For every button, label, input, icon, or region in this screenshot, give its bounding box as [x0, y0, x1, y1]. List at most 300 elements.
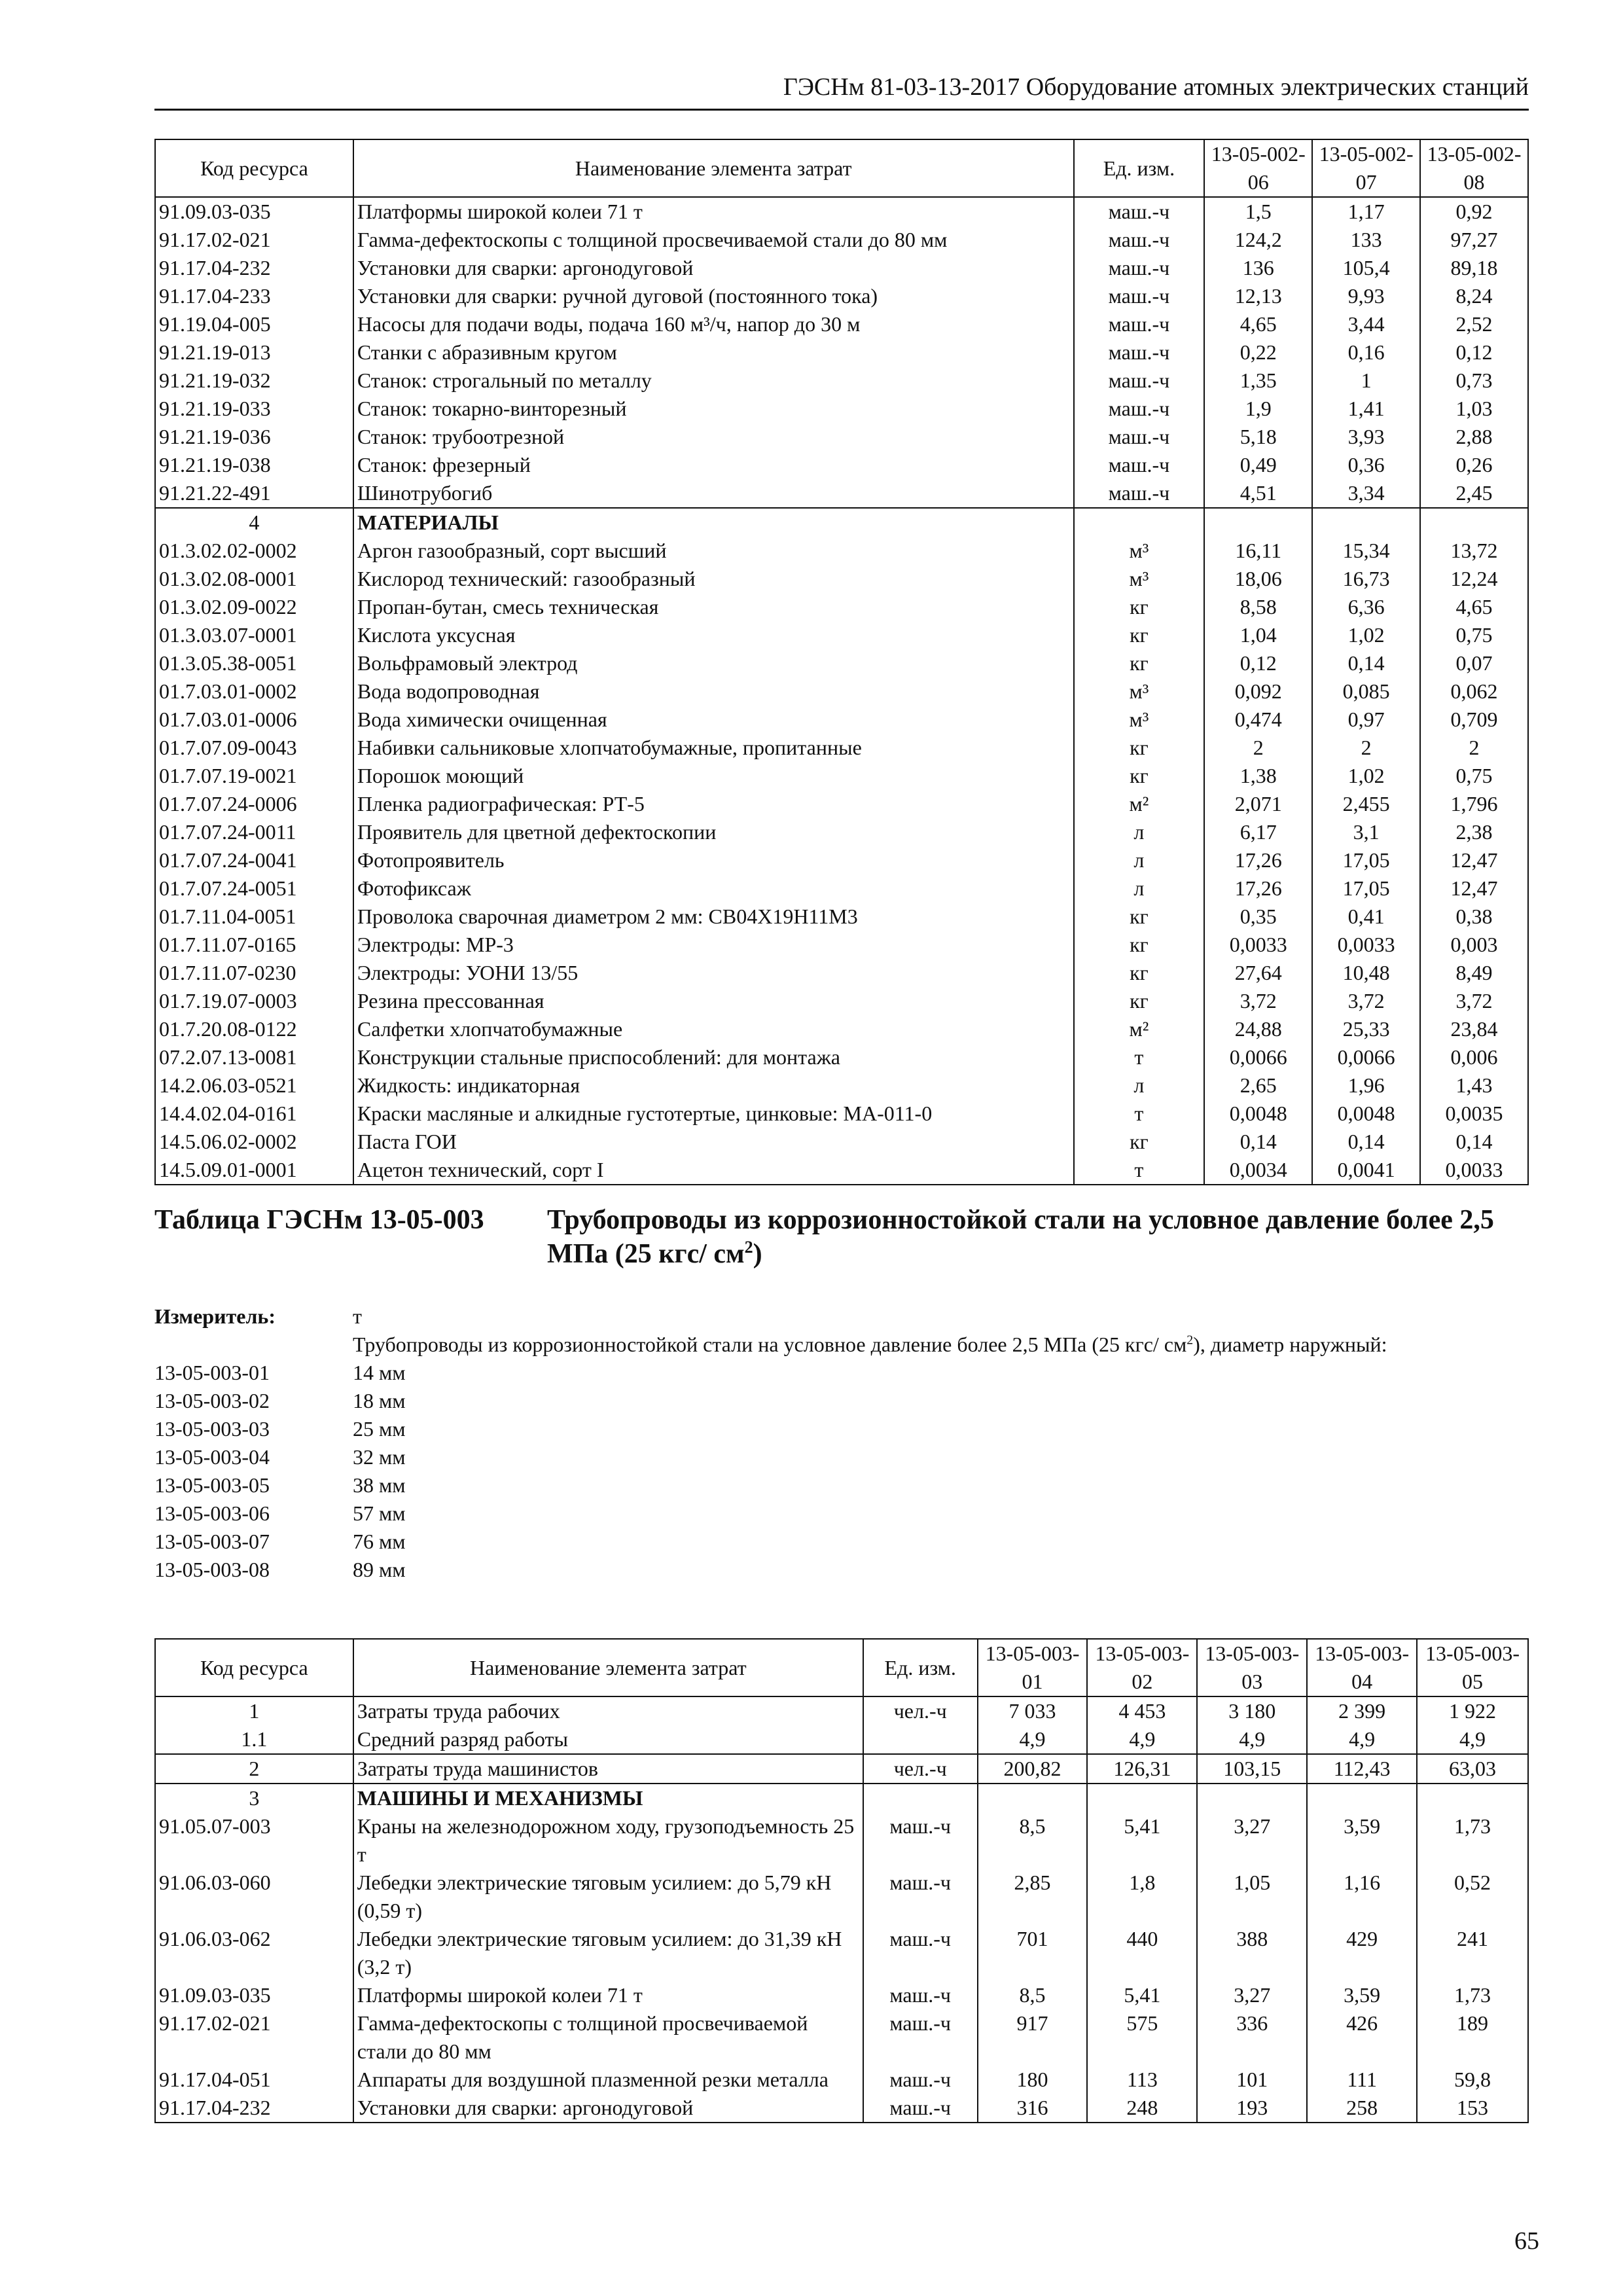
cost-element-name: МАШИНЫ И МЕХАНИЗМЫ — [353, 1784, 863, 1812]
resource-code: 91.17.02-021 — [155, 226, 353, 254]
cost-element-name: Станок: токарно-винторезный — [353, 395, 1074, 423]
table-row — [155, 649, 1528, 677]
resource-code: 91.21.19-036 — [155, 423, 353, 451]
table-row — [155, 226, 1528, 254]
cost-element-name: Лебедки электрические тяговым усилием: до 31,39 кН (3,2 т) — [353, 1925, 863, 1981]
col-header-unit: Ед. изм. — [1074, 139, 1205, 197]
norm-value: 1,5 — [1204, 197, 1312, 226]
norm-value: 4,9 — [1307, 1725, 1417, 1754]
table-row — [155, 1156, 1528, 1185]
resource-code: 91.21.22-491 — [155, 479, 353, 508]
meter-items — [154, 1359, 1529, 1584]
norm-value: 63,03 — [1417, 1754, 1528, 1784]
resource-code: 01.3.02.02-0002 — [155, 537, 353, 565]
cost-element-name: Фотопроявитель — [353, 846, 1074, 874]
resource-code: 91.06.03-060 — [155, 1869, 353, 1925]
norm-value: 25,33 — [1312, 1015, 1420, 1043]
norm-value — [1087, 1784, 1197, 1812]
page-number: 65 — [1514, 2227, 1539, 2255]
norm-value: 0,35 — [1204, 903, 1312, 931]
unit: маш.-ч — [1074, 395, 1205, 423]
resource-code: 91.17.04-232 — [155, 2094, 353, 2123]
norm-value: 111 — [1307, 2066, 1417, 2094]
col-header-norm: 13-05-003-03 — [1197, 1639, 1307, 1696]
norm-value — [1204, 508, 1312, 537]
norm-value: 1,43 — [1420, 1071, 1528, 1100]
norm-value: 103,15 — [1197, 1754, 1307, 1784]
norm-value: 1,35 — [1204, 367, 1312, 395]
table-header-row — [155, 139, 1528, 197]
meter-item — [154, 1415, 1529, 1443]
unit: м³ — [1074, 706, 1205, 734]
norm-value: 3,27 — [1197, 1981, 1307, 2009]
norm-value — [1417, 1784, 1528, 1812]
resource-code: 3 — [155, 1784, 353, 1812]
norm-value: 124,2 — [1204, 226, 1312, 254]
resource-code: 01.3.03.07-0001 — [155, 621, 353, 649]
unit — [863, 1725, 978, 1754]
resource-table-13-05-003 — [154, 1638, 1529, 2123]
norm-value: 701 — [978, 1925, 1088, 1981]
cost-element-name: Краски масляные и алкидные густотертые, цинковые: МА-011-0 — [353, 1100, 1074, 1128]
table-row — [155, 451, 1528, 479]
resource-code: 01.7.11.07-0165 — [155, 931, 353, 959]
norm-value: 17,05 — [1312, 874, 1420, 903]
norm-value: 429 — [1307, 1925, 1417, 1981]
norm-value: 4,9 — [978, 1725, 1088, 1754]
norm-value: 0,0048 — [1312, 1100, 1420, 1128]
norm-value: 97,27 — [1420, 226, 1528, 254]
unit: маш.-ч — [1074, 451, 1205, 479]
table-row — [155, 762, 1528, 790]
cost-element-name: Вода водопроводная — [353, 677, 1074, 706]
cost-element-name: Ацетон технический, сорт I — [353, 1156, 1074, 1185]
cost-element-name: Паста ГОИ — [353, 1128, 1074, 1156]
norm-value: 4,9 — [1197, 1725, 1307, 1754]
cost-element-name: Станок: строгальный по металлу — [353, 367, 1074, 395]
unit: маш.-ч — [863, 2009, 978, 2066]
norm-value: 0,0034 — [1204, 1156, 1312, 1185]
resource-code: 01.3.02.08-0001 — [155, 565, 353, 593]
unit: маш.-ч — [863, 1812, 978, 1869]
resource-code: 4 — [155, 508, 353, 537]
norm-value: 2,88 — [1420, 423, 1528, 451]
meter-item-diameter: 14 мм — [353, 1361, 406, 1384]
norm-value: 5,41 — [1087, 1981, 1197, 2009]
norm-value: 1,02 — [1312, 621, 1420, 649]
norm-value: 1,03 — [1420, 395, 1528, 423]
norm-value: 388 — [1197, 1925, 1307, 1981]
norm-value — [1307, 1784, 1417, 1812]
cost-element-name: Электроды: УОНИ 13/55 — [353, 959, 1074, 987]
cost-element-name: Затраты труда рабочих — [353, 1696, 863, 1725]
norm-value: 0,41 — [1312, 903, 1420, 931]
meter-item-code: 13-05-003-04 — [154, 1445, 270, 1469]
unit: кг — [1074, 593, 1205, 621]
norm-value: 1 922 — [1417, 1696, 1528, 1725]
norm-value: 12,13 — [1204, 282, 1312, 310]
resource-code: 01.7.07.24-0051 — [155, 874, 353, 903]
unit: кг — [1074, 903, 1205, 931]
norm-value: 440 — [1087, 1925, 1197, 1981]
cost-element-name: Станок: фрезерный — [353, 451, 1074, 479]
unit: кг — [1074, 649, 1205, 677]
norm-value: 0,12 — [1204, 649, 1312, 677]
unit: маш.-ч — [1074, 310, 1205, 338]
norm-value: 180 — [978, 2066, 1088, 2094]
resource-code: 91.09.03-035 — [155, 197, 353, 226]
table-row — [155, 959, 1528, 987]
norm-value — [1312, 508, 1420, 537]
unit: кг — [1074, 621, 1205, 649]
unit: маш.-ч — [1074, 226, 1205, 254]
norm-value: 2,455 — [1312, 790, 1420, 818]
norm-value: 3 180 — [1197, 1696, 1307, 1725]
norm-value: 10,48 — [1312, 959, 1420, 987]
norm-value: 105,4 — [1312, 254, 1420, 282]
norm-value — [1197, 1784, 1307, 1812]
meter-item-code: 13-05-003-03 — [154, 1417, 270, 1441]
norm-value: 3,72 — [1312, 987, 1420, 1015]
norm-value: 0,16 — [1312, 338, 1420, 367]
cost-element-name: Шинотрубогиб — [353, 479, 1074, 508]
cost-element-name: Конструкции стальные приспособлений: для монтажа — [353, 1043, 1074, 1071]
cost-element-name: Платформы широкой колеи 71 т — [353, 197, 1074, 226]
unit: кг — [1074, 1128, 1205, 1156]
col-header-code: Код ресурса — [155, 139, 353, 197]
unit — [863, 1784, 978, 1812]
norm-value: 3,44 — [1312, 310, 1420, 338]
norm-value: 2 399 — [1307, 1696, 1417, 1725]
norm-value: 59,8 — [1417, 2066, 1528, 2094]
cost-element-name: Гамма-дефектоскопы с толщиной просвечиваемой стали до 80 мм — [353, 226, 1074, 254]
norm-value: 1,05 — [1197, 1869, 1307, 1925]
norm-value: 0,0048 — [1204, 1100, 1312, 1128]
resource-code: 01.3.05.38-0051 — [155, 649, 353, 677]
norm-value: 0,0033 — [1204, 931, 1312, 959]
meter-item — [154, 1443, 1529, 1471]
page-header — [154, 71, 1529, 111]
norm-value: 0,73 — [1420, 367, 1528, 395]
norm-value: 0,75 — [1420, 621, 1528, 649]
table-row — [155, 338, 1528, 367]
norm-value: 24,88 — [1204, 1015, 1312, 1043]
norm-value: 4,65 — [1420, 593, 1528, 621]
norm-value: 2 — [1204, 734, 1312, 762]
norm-value: 0,006 — [1420, 1043, 1528, 1071]
col-header-name: Наименование элемента затрат — [353, 1639, 863, 1696]
norm-value: 2 — [1420, 734, 1528, 762]
norm-value: 0,22 — [1204, 338, 1312, 367]
unit: чел.-ч — [863, 1754, 978, 1784]
unit: м² — [1074, 790, 1205, 818]
norm-value: 0,75 — [1420, 762, 1528, 790]
unit: маш.-ч — [1074, 197, 1205, 226]
meter-item-code: 13-05-003-01 — [154, 1361, 270, 1384]
norm-value: 133 — [1312, 226, 1420, 254]
norm-value: 248 — [1087, 2094, 1197, 2123]
norm-value: 1,796 — [1420, 790, 1528, 818]
norm-value: 3,93 — [1312, 423, 1420, 451]
norm-value: 3,27 — [1197, 1812, 1307, 1869]
cost-element-name: Аргон газообразный, сорт высший — [353, 537, 1074, 565]
norm-value: 8,5 — [978, 1981, 1088, 2009]
resource-code: 91.19.04-005 — [155, 310, 353, 338]
norm-value: 9,93 — [1312, 282, 1420, 310]
cost-element-name: Вольфрамовый электрод — [353, 649, 1074, 677]
resource-code: 1.1 — [155, 1725, 353, 1754]
norm-value: 0,0035 — [1420, 1100, 1528, 1128]
norm-value: 1,96 — [1312, 1071, 1420, 1100]
resource-code: 01.7.07.09-0043 — [155, 734, 353, 762]
resource-code: 91.17.04-232 — [155, 254, 353, 282]
unit: маш.-ч — [1074, 338, 1205, 367]
unit: л — [1074, 818, 1205, 846]
resource-code: 91.17.04-051 — [155, 2066, 353, 2094]
cost-element-name: Пленка радиографическая: РТ-5 — [353, 790, 1074, 818]
norm-value: 8,5 — [978, 1812, 1088, 1869]
table-row — [155, 423, 1528, 451]
document-title: ГЭСНм 81-03-13-2017 Оборудование атомных электрических станций — [783, 73, 1529, 101]
unit: л — [1074, 874, 1205, 903]
table-row — [155, 479, 1528, 508]
resource-code: 07.2.07.13-0081 — [155, 1043, 353, 1071]
norm-value: 316 — [978, 2094, 1088, 2123]
norm-value: 112,43 — [1307, 1754, 1417, 1784]
norm-value: 0,062 — [1420, 677, 1528, 706]
col-header-norm: 13-05-002-07 — [1312, 139, 1420, 197]
norm-value: 16,73 — [1312, 565, 1420, 593]
table-row — [155, 790, 1528, 818]
norm-value: 113 — [1087, 2066, 1197, 2094]
meter-item-diameter: 89 мм — [353, 1558, 406, 1581]
norm-value: 575 — [1087, 2009, 1197, 2066]
unit: маш.-ч — [1074, 254, 1205, 282]
cost-element-name: Вода химически очищенная — [353, 706, 1074, 734]
cost-element-name: Жидкость: индикаторная — [353, 1071, 1074, 1100]
cost-element-name: Гамма-дефектоскопы с толщиной просвечиваемой стали до 80 мм — [353, 2009, 863, 2066]
resource-code: 91.21.19-038 — [155, 451, 353, 479]
cost-element-name: Платформы широкой колеи 71 т — [353, 1981, 863, 2009]
norm-value: 0,14 — [1204, 1128, 1312, 1156]
cost-element-name: Станок: трубоотрезной — [353, 423, 1074, 451]
unit: маш.-ч — [863, 1981, 978, 2009]
norm-value: 3,59 — [1307, 1981, 1417, 2009]
norm-value: 5,41 — [1087, 1812, 1197, 1869]
table-header-row — [155, 1639, 1528, 1696]
norm-value: 13,72 — [1420, 537, 1528, 565]
unit: т — [1074, 1156, 1205, 1185]
resource-code: 14.5.09.01-0001 — [155, 1156, 353, 1185]
cost-element-name: Средний разряд работы — [353, 1725, 863, 1754]
meter-item-diameter: 57 мм — [353, 1501, 406, 1525]
cost-element-name: Установки для сварки: аргонодуговой — [353, 2094, 863, 2123]
cost-element-name: Проявитель для цветной дефектоскопии — [353, 818, 1074, 846]
norm-value: 2,071 — [1204, 790, 1312, 818]
unit: маш.-ч — [863, 1925, 978, 1981]
table-row — [155, 2009, 1528, 2066]
norm-value: 0,003 — [1420, 931, 1528, 959]
meter-label: Измеритель: — [154, 1304, 276, 1328]
unit: кг — [1074, 762, 1205, 790]
norm-value: 0,474 — [1204, 706, 1312, 734]
resource-code: 91.21.19-032 — [155, 367, 353, 395]
meter-item — [154, 1359, 1529, 1387]
meter-item-diameter: 18 мм — [353, 1389, 406, 1412]
norm-value: 0,0041 — [1312, 1156, 1420, 1185]
unit: кг — [1074, 959, 1205, 987]
norm-value: 89,18 — [1420, 254, 1528, 282]
norm-value: 1,02 — [1312, 762, 1420, 790]
cost-element-name: Затраты труда машинистов — [353, 1754, 863, 1784]
table-row — [155, 734, 1528, 762]
resource-code: 91.05.07-003 — [155, 1812, 353, 1869]
cost-element-name: Пропан-бутан, смесь техническая — [353, 593, 1074, 621]
col-header-norm: 13-05-002-08 — [1420, 139, 1528, 197]
col-header-name: Наименование элемента затрат — [353, 139, 1074, 197]
table-row — [155, 987, 1528, 1015]
table-row — [155, 1869, 1528, 1925]
norm-value: 17,26 — [1204, 846, 1312, 874]
unit: кг — [1074, 734, 1205, 762]
unit: кг — [1074, 931, 1205, 959]
col-header-unit: Ед. изм. — [863, 1639, 978, 1696]
norm-value: 2,45 — [1420, 479, 1528, 508]
unit: л — [1074, 846, 1205, 874]
resource-code: 01.7.07.19-0021 — [155, 762, 353, 790]
cost-element-name: Насосы для подачи воды, подача 160 м³/ч, напор до 30 м — [353, 310, 1074, 338]
table-row — [155, 1754, 1528, 1784]
unit: маш.-ч — [863, 2094, 978, 2123]
norm-value: 426 — [1307, 2009, 1417, 2066]
cost-element-name: Краны на железнодорожном ходу, грузоподъемность 25 т — [353, 1812, 863, 1869]
norm-value: 126,31 — [1087, 1754, 1197, 1784]
resource-code: 14.4.02.04-0161 — [155, 1100, 353, 1128]
cost-element-name: Кислота уксусная — [353, 621, 1074, 649]
norm-value: 193 — [1197, 2094, 1307, 2123]
resource-code: 1 — [155, 1696, 353, 1725]
table-row — [155, 1128, 1528, 1156]
cost-element-name: Установки для сварки: ручной дуговой (постоянного тока) — [353, 282, 1074, 310]
norm-value: 1,04 — [1204, 621, 1312, 649]
meter-item-diameter: 32 мм — [353, 1445, 406, 1469]
norm-value: 17,05 — [1312, 846, 1420, 874]
norm-value: 0,0066 — [1204, 1043, 1312, 1071]
norm-value: 0,49 — [1204, 451, 1312, 479]
meter-item-code: 13-05-003-07 — [154, 1530, 270, 1553]
cost-element-name: Порошок моющий — [353, 762, 1074, 790]
unit: м³ — [1074, 537, 1205, 565]
norm-value: 189 — [1417, 2009, 1528, 2066]
meter-description: Трубопроводы из коррозионностойкой стали на условное давление более 2,5 МПа (25 кгс/ $см^2$), диаметр наружный: — [353, 1333, 1387, 1356]
norm-value: 7 033 — [978, 1696, 1088, 1725]
resource-code: 91.21.19-033 — [155, 395, 353, 423]
table-row — [155, 621, 1528, 649]
table-row — [155, 593, 1528, 621]
meter-item — [154, 1528, 1529, 1556]
table-caption-title: Трубопроводы из коррозионностойкой стали на условное давление более 2,5 МПа (25 кгс/ $см^2$) — [547, 1205, 1494, 1269]
norm-value: 4 453 — [1087, 1696, 1197, 1725]
norm-value: 23,84 — [1420, 1015, 1528, 1043]
table-row — [155, 1725, 1528, 1754]
cost-element-name: Установки для сварки: аргонодуговой — [353, 254, 1074, 282]
norm-value: 0,12 — [1420, 338, 1528, 367]
cost-element-name: Проволока сварочная диаметром 2 мм: СВ04Х19Н11М3 — [353, 903, 1074, 931]
norm-value: 0,14 — [1312, 1128, 1420, 1156]
norm-value: 2 — [1312, 734, 1420, 762]
resource-code: 01.7.20.08-0122 — [155, 1015, 353, 1043]
norm-value: 6,36 — [1312, 593, 1420, 621]
norm-value: 0,0033 — [1312, 931, 1420, 959]
norm-value: 4,9 — [1417, 1725, 1528, 1754]
norm-value: 3,34 — [1312, 479, 1420, 508]
cost-element-name: Кислород технический: газообразный — [353, 565, 1074, 593]
table-row — [155, 1100, 1528, 1128]
norm-value: 15,34 — [1312, 537, 1420, 565]
norm-value: 0,97 — [1312, 706, 1420, 734]
table-row — [155, 2094, 1528, 2123]
cost-element-name: МАТЕРИАЛЫ — [353, 508, 1074, 537]
resource-code: 01.7.19.07-0003 — [155, 987, 353, 1015]
table-row — [155, 254, 1528, 282]
norm-value: 0,14 — [1420, 1128, 1528, 1156]
meter-item-diameter: 38 мм — [353, 1473, 406, 1497]
norm-value: 3,72 — [1420, 987, 1528, 1015]
unit: м³ — [1074, 677, 1205, 706]
norm-value — [978, 1784, 1088, 1812]
table-row — [155, 1071, 1528, 1100]
unit: маш.-ч — [1074, 282, 1205, 310]
meter-item-code: 13-05-003-08 — [154, 1558, 270, 1581]
resource-code: 2 — [155, 1754, 353, 1784]
resource-code: 01.3.02.09-0022 — [155, 593, 353, 621]
norm-value: 0,38 — [1420, 903, 1528, 931]
col-header-norm: 13-05-003-01 — [978, 1639, 1088, 1696]
norm-value: 0,085 — [1312, 677, 1420, 706]
resource-code: 01.7.03.01-0002 — [155, 677, 353, 706]
norm-value: 16,11 — [1204, 537, 1312, 565]
norm-value: 0,26 — [1420, 451, 1528, 479]
norm-value: 4,51 — [1204, 479, 1312, 508]
table-row — [155, 367, 1528, 395]
resource-code: 91.17.02-021 — [155, 2009, 353, 2066]
unit: м³ — [1074, 565, 1205, 593]
norm-value: 12,47 — [1420, 846, 1528, 874]
norm-value: 0,709 — [1420, 706, 1528, 734]
norm-value: 0,07 — [1420, 649, 1528, 677]
norm-value: 1,9 — [1204, 395, 1312, 423]
norm-value: 3,59 — [1307, 1812, 1417, 1869]
table-caption-label: Таблица ГЭСНм 13-05-003 — [154, 1205, 484, 1235]
norm-value: 1,8 — [1087, 1869, 1197, 1925]
norm-value: 0,092 — [1204, 677, 1312, 706]
table-row — [155, 1812, 1528, 1869]
norm-value: 0,52 — [1417, 1869, 1528, 1925]
norm-value: 8,49 — [1420, 959, 1528, 987]
meter-item — [154, 1387, 1529, 1415]
table-row — [155, 1015, 1528, 1043]
norm-value: 5,18 — [1204, 423, 1312, 451]
cost-element-name: Резина прессованная — [353, 987, 1074, 1015]
resource-code: 01.7.11.04-0051 — [155, 903, 353, 931]
resource-code: 01.7.07.24-0041 — [155, 846, 353, 874]
meter-item-code: 13-05-003-05 — [154, 1473, 270, 1497]
unit: маш.-ч — [1074, 367, 1205, 395]
col-header-norm: 13-05-003-04 — [1307, 1639, 1417, 1696]
resource-code: 01.7.03.01-0006 — [155, 706, 353, 734]
table-row — [155, 677, 1528, 706]
table-row — [155, 1043, 1528, 1071]
